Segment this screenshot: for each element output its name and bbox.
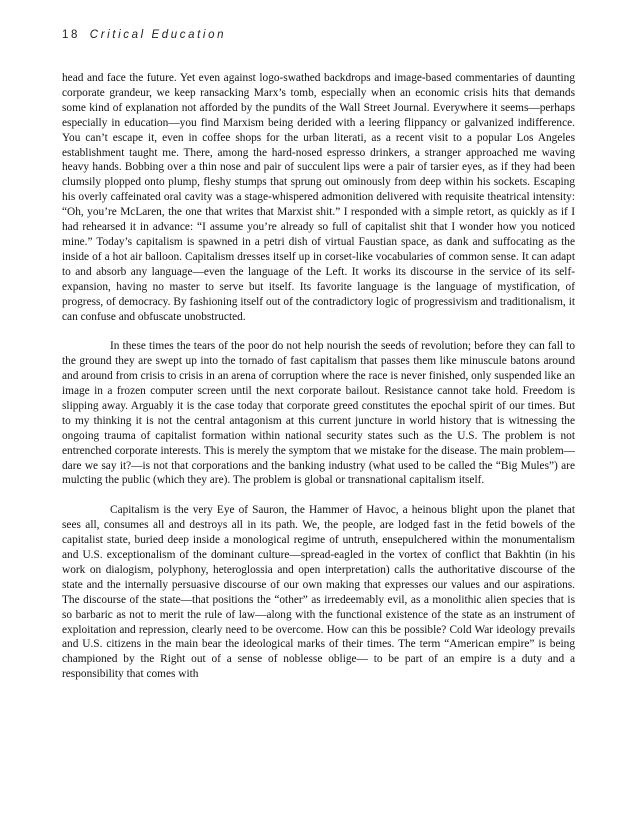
paragraph-2: In these times the tears of the poor do not help nourish the seeds of revolution; before they can fall to the ground they are swept up into the tornado of fast capitalism that passes them like minuscule batons around and around from crisis to crisis in an arena of corruption where the race is never finished, only suspended like an image in a frozen computer screen until the next corporate bailout. Resistance cannot take hold. Freedom is slipping away. Arguably it is the case today that corporate greed constitutes the epochal spirit of our times. But to my thinking it is not the central antagonism at this current juncture in world history that is witnessing the ongoing trauma of capitalist formation within national security states such as the U.S. The problem is not entrenched corporate interests. This is merely the symptom that we mistake for the disease. The main problem—dare we say it?—is not that corporations and the banking industry (what used to be called the “Big Mules”) are mulcting the public (which they are). The problem is global or transnational capitalism itself. bbox=[62, 340, 575, 487]
running-header bbox=[62, 29, 226, 41]
page-number: 18 bbox=[62, 29, 80, 41]
body-text bbox=[62, 71, 575, 697]
paragraph-1: head and face the future. Yet even against logo-swathed backdrops and image-based commentaries of daunting corporate grandeur, we keep ransacking Marx’s tomb, especially when an economic crisis hits that demands some kind of explanation not afforded by the pundits of the Wall Street Journal. Everywhere it seems—perhaps especially in education—you find Marxism being derided with a leering flippancy or galvanized indifference. You can’t escape it, even in coffee shops for the urban literati, as a recent visit to a popular Los Angeles establishment taught me. There, among the hard-nosed espresso drinkers, a stranger approached me waving heavy hands. Bobbing over a thin nose and pair of succulent lips were a pair of tarsier eyes, as if they had been clumsily plopped onto plump, fleshy stumps that sprung out ominously from deep within his sockets. Escaping his overly caffeinated oral cavity was a stage-whispered admonition delivered with requisite theatrical intensity: “Oh, you’re McLaren, the one that writes that Marxist shit.” I responded with a simple retort, as quickly as if I had rehearsed it in advance: “I assume you’re already so full of capitalist shit that I wonder how you noticed mine.” Today’s capitalism is spawned in a petri dish of virtual Faustian space, as dank and suffocating as the inside of a hot air balloon. Capitalism dresses itself up in corset-like vocabularies of common sense. It can adapt to and absorb any language—even the language of the Left. It works its discourse in the service of its self-expansion, having no master to serve but itself. Its favorite language is the language of mystification, of progress, of democracy. By fashioning itself out of the contradictory logic of progressivism and traditionalism, it can confuse and obfuscate unobstructed. bbox=[62, 72, 575, 323]
paragraph-3: Capitalism is the very Eye of Sauron, the Hammer of Havoc, a heinous blight upon the planet that sees all, consumes all and destroys all in its path. We, the people, are lodged fast in the fetid bowels of the capitalist state, buried deep inside a monological regime of untruth, ensepulchered within the monumentalism and U.S. exceptionalism of the dominant culture—spread-eagled in the vortex of conflict that Bakhtin (in his work on dialogism, polyphony, heteroglossia and open interpretation) calls the authoritative discourse of the state and the internally persuasive discourse of our own making that expresses our values and our aspirations. The discourse of the state—that positions the “other” as irredeemably evil, as a monolithic alien species that is so barbaric as not to merit the rule of law—along with the functional existence of the state as an instrument of exploitation and repression, clearly need to be overcome. How can this be possible? Cold War ideology prevails and U.S. citizens in the main bear the ideological marks of their times. The term “American empire” is being championed by the Right out of a sense of noblesse oblige— to be part of an empire is a duty and a responsibility that comes with bbox=[62, 504, 575, 681]
running-title: Critical Education bbox=[89, 29, 227, 41]
